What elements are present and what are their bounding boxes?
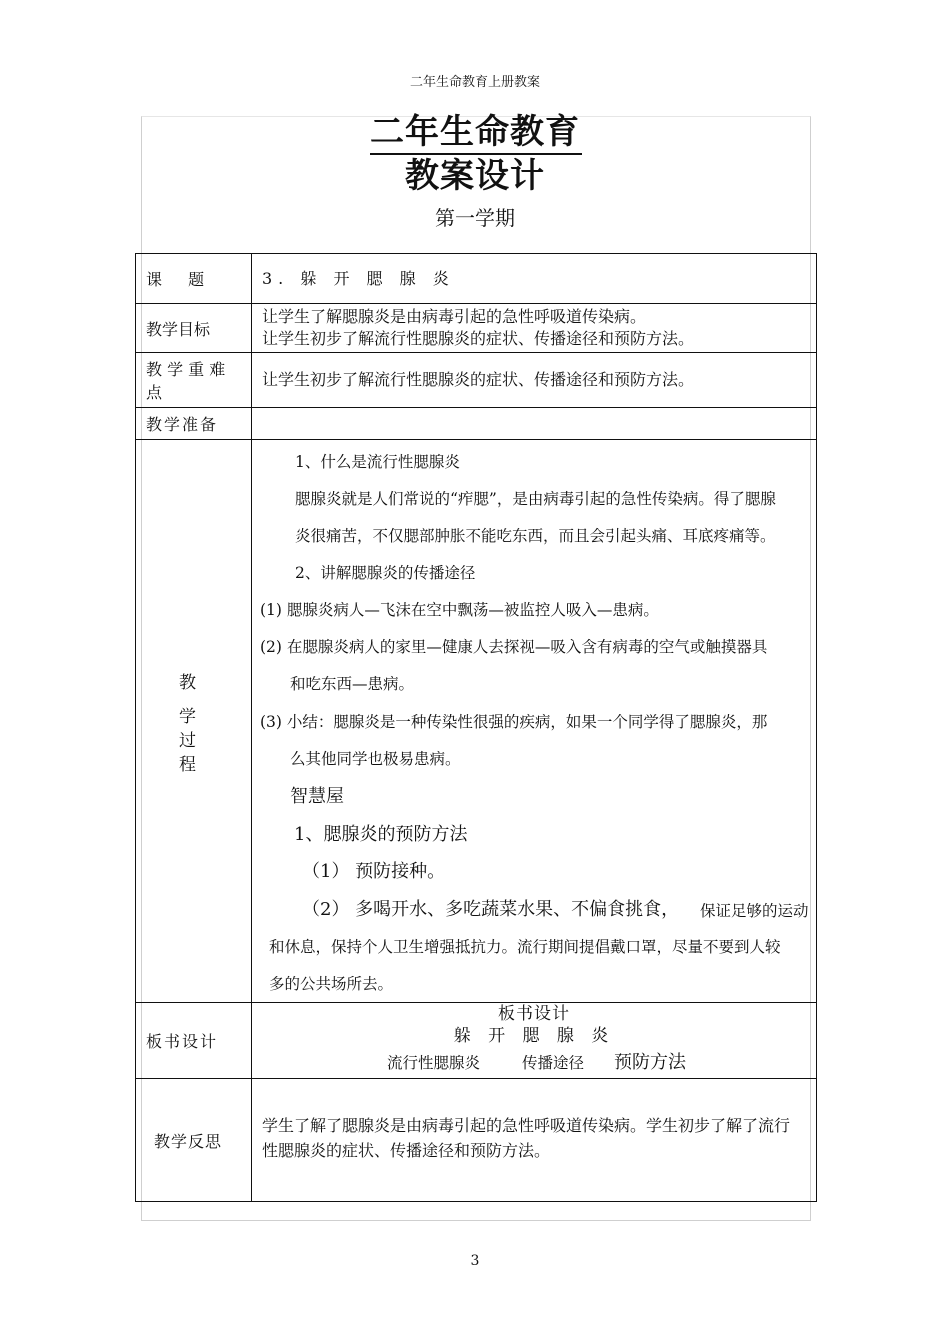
board-heading: 板书设计 (498, 1004, 570, 1024)
process-line: 1、什么是流行性腮腺炎 (295, 453, 460, 471)
process-line: 和吃东西—患病。 (290, 675, 415, 693)
key-points-value: 让学生初步了解流行性腮腺炎的症状、传播途径和预防方法。 (262, 370, 695, 389)
topic-row (136, 254, 817, 304)
key-points-label-line: 点 (146, 383, 163, 402)
process-line: 2、讲解腮腺炎的传播途径 (295, 564, 476, 582)
board-items (252, 1048, 816, 1074)
key-points-label (136, 353, 252, 408)
document-title: 二年生命教育 (370, 112, 580, 152)
page-header: 二年生命教育上册教案 (409, 75, 540, 90)
process-line: 腮腺炎就是人们常说的“痄腮”，是由病毒引起的急性传染病。得了腮腺 (295, 490, 776, 508)
goals-label: 教学目标 (136, 304, 252, 353)
process-label (136, 440, 252, 1003)
process-line: （1） 预防接种。 (302, 861, 446, 882)
reflection-line: 性腮腺炎的症状、传播途径和预防方法。 (262, 1141, 551, 1160)
process-row (136, 440, 817, 1003)
topic-cell (252, 254, 817, 304)
process-line: (2) 在腮腺炎病人的家里—健康人去探视—吸入含有病毒的空气或触摸器具 (260, 638, 768, 656)
goals-line: 让学生了解腮腺炎是由病毒引起的急性呼吸道传染病。 (262, 307, 647, 326)
process-line: (3) 小结：腮腺炎是一种传染性很强的疾病，如果一个同学得了腮腺炎，那 (260, 713, 768, 731)
board-row (136, 1003, 817, 1079)
process-label-char: 过 (179, 731, 196, 751)
preparation-row (136, 408, 817, 440)
board-title: 躲 开 腮 腺 炎 (453, 1026, 615, 1046)
board-cell (252, 1003, 817, 1079)
board-item: 预防方法 (614, 1052, 686, 1073)
board-label: 板书设计 (136, 1003, 252, 1079)
key-points-label-line: 教 学 重 难 (146, 360, 226, 379)
topic-value: 3. 躲 开 腮 腺 炎 (262, 268, 455, 288)
process-line: 么其他同学也极易患病。 (290, 750, 461, 768)
goals-cell (252, 304, 817, 353)
process-line: (1) 腮腺炎病人—飞沫在空中飘荡—被监控人吸入—患病。 (260, 601, 659, 619)
process-line: 和休息，保持个人卫生增强抵抗力。流行期间提倡戴口罩，尽量不要到人较 (269, 938, 781, 956)
process-heading: 1、腮腺炎的预防方法 (294, 824, 468, 845)
process-line: 多的公共场所去。 (269, 975, 394, 993)
semester-label: 第一学期 (435, 206, 515, 230)
process-line: 保证足够的运动 (700, 902, 809, 920)
process-label-char: 教 (179, 673, 196, 693)
topic-label: 课 题 (136, 254, 252, 304)
reflection-label: 教学反思 (136, 1079, 252, 1202)
lesson-plan-table (135, 253, 817, 1202)
preparation-cell (252, 408, 817, 440)
board-item: 流行性腮腺炎 (387, 1054, 481, 1072)
goals-line: 让学生初步了解流行性腮腺炎的症状、传播途径和预防方法。 (262, 329, 695, 348)
key-points-cell (252, 353, 817, 408)
process-line: 炎很痛苦，不仅腮部肿胀不能吃东西，而且会引起头痛、耳底疼痛等。 (295, 527, 776, 545)
document-subtitle: 教案设计 (405, 156, 545, 196)
goals-row (136, 304, 817, 353)
preparation-label: 教学准备 (136, 408, 252, 440)
reflection-cell (252, 1079, 817, 1202)
process-body (252, 440, 816, 1002)
key-points-row (136, 353, 817, 408)
board-item: 传播途径 (522, 1054, 585, 1072)
process-label-char: 学 (179, 707, 196, 727)
process-line: （2） 多喝开水、多吃蔬菜水果、不偏食挑食， (302, 899, 680, 920)
reflection-line: 学生了解了腮腺炎是由病毒引起的急性呼吸道传染病。学生初步了解了流行 (262, 1116, 791, 1135)
process-cell (252, 440, 817, 1003)
process-label-char: 程 (179, 755, 196, 775)
process-heading: 智慧屋 (290, 786, 344, 807)
reflection-row (136, 1079, 817, 1202)
page-number: 3 (470, 1253, 480, 1269)
